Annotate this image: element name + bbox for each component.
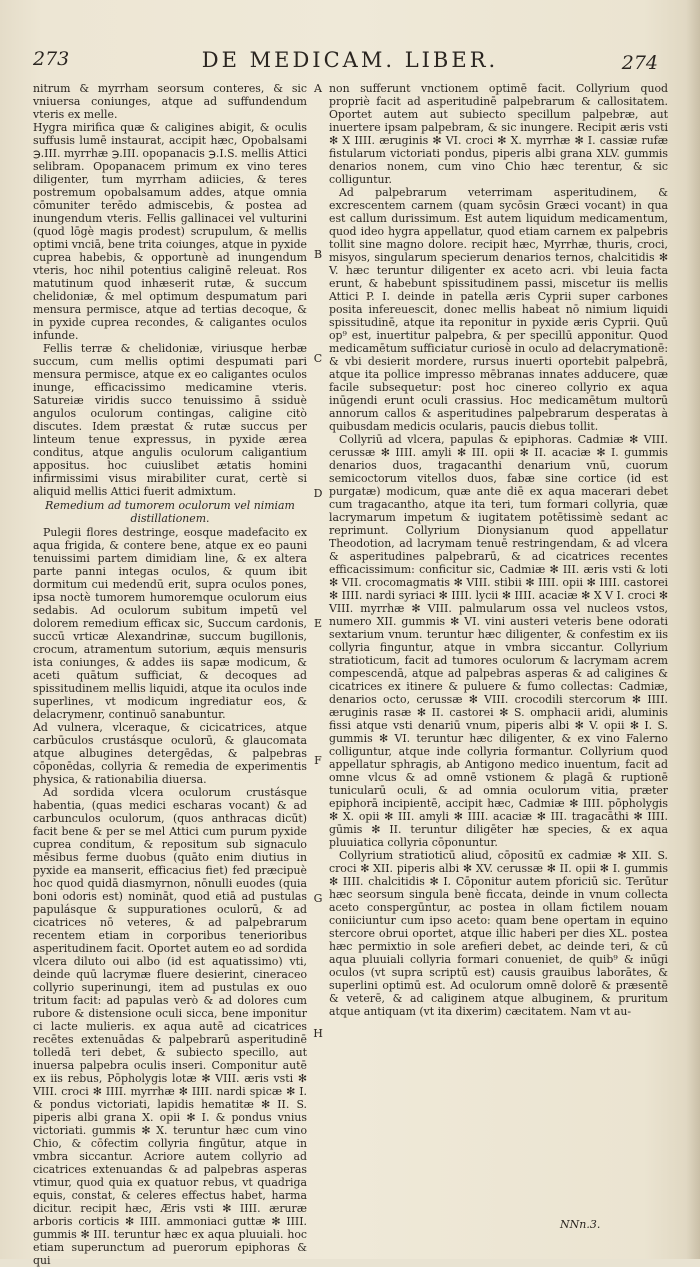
- text-paragraph: Fellis terræ & chelidoniæ, viriusque herbæ succum, cum mellis optimi despumati pari mensura permisce, atque ex eo caligantes oculos inunge, efficacissimo medicamine vteris. Satureiæ viridis succo tenuissimo ā ssiduè angulos oculorum contingas, caligine citò discutes. Idem præstat & rutæ succus per linteum tenue expressus, in pyxide ærea conditus, atque angulis oculorum caligantium appositus. hoc cuiuslibet ætatis homini infirmissimi visus mirabiliter curat, certè si aliquid mellis Attici fuerit admixtum.: [33, 342, 307, 498]
- page-number-left: 273: [33, 48, 70, 70]
- text-paragraph: Pulegii flores destringe, eosque madefacito ex aqua frigida, & contere bene, atque ex eo pauni tenuissimi partem dimidiam line, & ex altera parte panni integas oculos, & quum ibit dormitum cui medendū erit, supra oculos pones, ipsa noctè tumorem humoremque oculorum eius sedabis. Ad oculorum subitum impetū vel dolorem remedium efficax sic, Succum cardonis, succū vrticæ Alexandrinæ, succum bugillonis, crocum, atramentum sutorium, æquis mensuris ista coniunges, & addes iis sapæ modicum, & aceti quātum sufficiat, & decoques ad spissitudinem mellis liquidi, atque ita oculos inde superlines, vt modicum ingrediatur eos, & delacrymenr, continuō sanabuntur.: [33, 526, 307, 721]
- margin-letter: F: [314, 754, 322, 767]
- page-header: [0, 48, 700, 76]
- text-paragraph: Ad palpebrarum veterrimam asperitudinem, & excrescentem carnem (quam sycōsin Græci vocant) in qua est callum durissimum. Est autem liquidum medicamentum, quod ideo hygra appellatur, quod etiam carnem ex palpebris tollit sine magno dolore. recipit hæc, Myrrhæ, thuris, croci, misyos, singularum specierum denarios ternos, chalcitidis ✻ V. hæc teruntur diligenter ex aceto acri. vbi leuia facta erunt, & habebunt spissitudinem passi, miscetur iis mellis Attici P. I. deinde in patella æris Cyprii super carbones posita infereuescit, donec mellis habeat nō nimium liquidi spissitudinē, atque ita reponitur in pyxide æris Cyprii. Quū op⁹ est, inuertitur palpebra, & per specillū apponitur. Quod medicamētum sufficiatur curiosè in oculo ad delacrymationē: & vbi desierit mordere, rursus inuerti oportebit palpebrā, atque ita pollice impresso mēbranas innates adducere, quæ facile subsequetur: post hoc cinereo collyrio ex aqua inūgendi erunt oculi crassius. Hoc medicamētum multorū annorum callos & asperitudines palpebrarum desperatas à quibusdam medicis ocularis, paucis diebus tollit.: [329, 186, 668, 433]
- left-text-column: [33, 82, 307, 1267]
- text-paragraph: Ad vulnera, vlceraque, & cicicatrices, atque carbūculos crustásque oculorū, & glaucomata atque albugines detergēdas, & palpebras cōponēdas, collyria & remedia de experimentis physica, & rationabilia diuersa.: [33, 721, 307, 786]
- margin-letter: H: [313, 1027, 323, 1040]
- text-paragraph: Collyrium stratioticū aliud, cōpositū ex cadmiæ ✻ XII. S. croci ✻ XII. piperis albi ✻ XV. cerussæ ✻ II. opii ✻ I. gummis ✻ IIII. chalcitidis ✻ I. Cōponitur autem pforiciū sic. Terūtur hæc seorsum singula benè ficcata, deinde in vnum collecta aceto conspergūntur, ac postea in ollam fictilem nouam coniiciuntur cum ipso aceto: quam bene opertam in equino stercore obrui oportet, atque illic haberi per dies XL. postea hæc permixtio in sole arefieri debet, ac deinde teri, & cū aqua pluuiali collyria formari conueniet, de quib⁹ & inūgi oculos (vt supra scriptū est) causis grauibus laborātes, & superlini optimū est. Ad oculorum omnē dolorē & præsentē & veterē, & ad caliginem atque albuginem, & pruritum atque antiquam (vt ita dixerim) cæcitatem. Nam vt au-: [329, 849, 668, 1018]
- right-text-column: [329, 82, 668, 1212]
- section-heading: Remedium ad tumorem oculorum vel nimiam distillationem.: [45, 499, 295, 525]
- page-edge-shadow: [686, 0, 700, 1259]
- margin-letter: A: [314, 82, 322, 95]
- margin-letter-column: [309, 82, 327, 1212]
- text-paragraph: Collyriū ad vlcera, papulas & epiphoras. Cadmiæ ✻ VIII. cerussæ ✻ IIII. amyli ✻ III. opii ✻ II. acaciæ ✻ I. gummis denarios duos, tragacanthi denarium vnū, cuorum semicoctorum vitellos duos, fabæ sine cortice (id est purgatæ) modicum, quæ ante diē ex aqua macerari debet cum tragacantho, atque ita teri, tum formari collyria, quæ lacrymarum impetum & iugitatem potētissimè sedant ac reprimunt. Collyrium Dionysianum quod appellatur Theodotion, ad lacrymam tenuē restringendam, & ad vlcera & asperitudines palpebrarū, & ad cicatrices recentes efficacissimum: conficitur sic, Cadmiæ ✻ III. æris vsti & loti ✻ VII. crocomagmatis ✻ VIII. stibii ✻ IIII. opii ✻ IIII. castorei ✻ IIII. nardi syriaci ✻ IIII. lycii ✻ IIII. acaciæ ✻ X V I. croci ✻ VIII. myrrhæ ✻ VIII. palmularum ossa vel nucleos vstos, numero XII. gummis ✻ VI. vini austeri veteris bene odorati sextarium vnum. teruntur hæc diligenter, & confestim ex iis collyria finguntur, atque in vmbra siccantur. Collyrium stratioticum, facit ad tumores oculorum & lacrymam acrem compescendā, atque ad palpebras asperas & ad caligines & cicatrices ex itinere & puluere & fumo collectas: Cadmiæ, denarios octo, cerussæ ✻ VIII. crocodili stercorum ✻ IIII. æruginis rasæ ✻ II. castorei ✻ S. omphacii aridi, aluminis fissi atque vsti denariū vnum, piperis albi ✻ V. opii ✻ I. S. gummis ✻ VI. teruntur hæc diligenter, & ex vino Falerno colliguntur, atque inde collyria formantur. Collyrium quod appellatur sphragis, ab Antigono medico inuentum, facit ad omne vlcus & ad omnē vstionem & plagā & ruptionē tunicularū oculi, & ad omnia oculorum vitia, præter epiphorā incipientē, accipit hæc, Cadmiæ ✻ IIII. pōpholygis ✻ X. opii ✻ III. amyli ✻ IIII. acaciæ ✻ III. tragacāthi ✻ IIII. gūmis ✻ II. teruntur diligēter hæ species, & ex aqua pluuiatica collyria cōponuntur.: [329, 433, 668, 849]
- text-paragraph: non sufferunt vnctionem optimē facit. Collyrium quod propriè facit ad asperitudinē palpebrarum & callositatem. Oportet autem aut subiecto specillum palpebræ, aut inuertere ipsam palpebram, & sic inungere. Recipit æris vsti ✻ X IIII. æruginis ✻ VI. croci ✻ X. myrrhæ ✻ I. cassiæ rufæ fistularum victoriati pondus, piperis albi grana XLV. gummis denarios nonem, cum vino Chio hæc terentur, & sic colliguntur.: [329, 82, 668, 186]
- margin-letter: D: [313, 487, 323, 500]
- catchword: NNn.3.: [560, 1218, 601, 1231]
- running-head: DE MEDICAM. LIBER.: [201, 48, 499, 72]
- text-paragraph: nitrum & myrrham seorsum conteres, & sic vniuersa coniunges, atque ad suffundendum vteris ex melle.: [33, 82, 307, 121]
- margin-letter: G: [313, 892, 323, 905]
- page-number-right: 274: [621, 52, 658, 74]
- margin-letter: B: [313, 248, 323, 261]
- margin-letter: C: [313, 352, 323, 365]
- text-paragraph: Ad sordida vlcera oculorum crustásque habentia, (quas medici escharas vocant) & ad carbunculos oculorum, (quos anthracas dicūt) facit bene & per se mel Attici cum purum pyxide cuprea conditum, & repositum sub signaculo mēsibus ferme duobus (quāto enim diutius in pyxide ea manserit, efficacius fiet) fed præcipuè hoc quod quidā diasmyrnon, nōnulli euodes (quia boni odoris est) nomināt, quod etiā ad pustulas papulásque & suppurationes oculorū, & ad cicatrices nō veteres, & ad palpebrarum recentem etiam in corporibus tenerioribus asperitudinem facit. Oportet autem eo ad sordida vlcera diluto oui albo (id est aquatissimo) vti, deinde quū lacrymæ fluere desierint, cineraceo collyrio superinungi, item ad pustulas ex ouo tritum facit: ad papulas verò & ad dolores cum rubore & distensione oculi sicca, bene imponitur ci lacte mulieris. ex aqua autē ad cicatrices recētes extenuādas & palpebrarū asperitudinē tolledā teri debet, & subiecto specillo, aut inuersa palpebra oculis inseri. Componitur autē ex iis rebus, Pōpholygis lotæ ✻ VIII. æris vsti ✻ VIII. croci ✻ IIII. myrrhæ ✻ IIII. nardi spicæ ✻ I. & pondus victoriati, lapidis hematitæ ✻ II. S. piperis albi grana X. opii ✻ I. & pondus vnius victoriati. gummis ✻ X. teruntur hæc cum vino Chio, & cōfectim collyria fingūtur, atque in vmbra siccantur. Acriore autem collyrio ad cicatrices extenuandas & ad palpebras asperas vtimur, quod quia ex quatuor rebus, vt quadriga equis, constat, & celeres effectus habet, harma dicitur. recipit hæc, Æris vsti ✻ IIII. æruræ arboris corticis ✻ IIII. ammoniaci guttæ ✻ IIII. gummis ✻ III. teruntur hæc ex aqua pluuiali. hoc etiam superunctum ad puerorum epiphoras & qui: [33, 786, 307, 1267]
- margin-letter: E: [313, 617, 323, 630]
- text-paragraph: Hygra mirifica quæ & caligines abigit, & oculis suffusis lumē instaurat, accipit hæc, Opobalsami ℈.III. myrrhæ ℈.III. opopanacis ℈.I.S. mellis Attici selibram. Opopanacem primum ex vino teres diligenter, tum myrrham adiicies, & teres postremum opobalsamum addes, atque omnia cōmuniter terēdo admiscebis, & postea ad inungendum vteris. Fellis gallinacei vel vulturini (quod lōgè magis prodest) scrupulum, & mellis optimi vnciā, bene trita coiunges, atque in pyxide cuprea habebis, & opportunè ad inungendum vteris, hoc nihil potentius caliginē releuat. Ros matutinum quod inhæserit rutæ, & succum chelidoniæ, & mel optimum despumatum pari mensura permisce, atque ad tertias decoque, & in pyxide cuprea recondes, & caligantes oculos infunde.: [33, 121, 307, 342]
